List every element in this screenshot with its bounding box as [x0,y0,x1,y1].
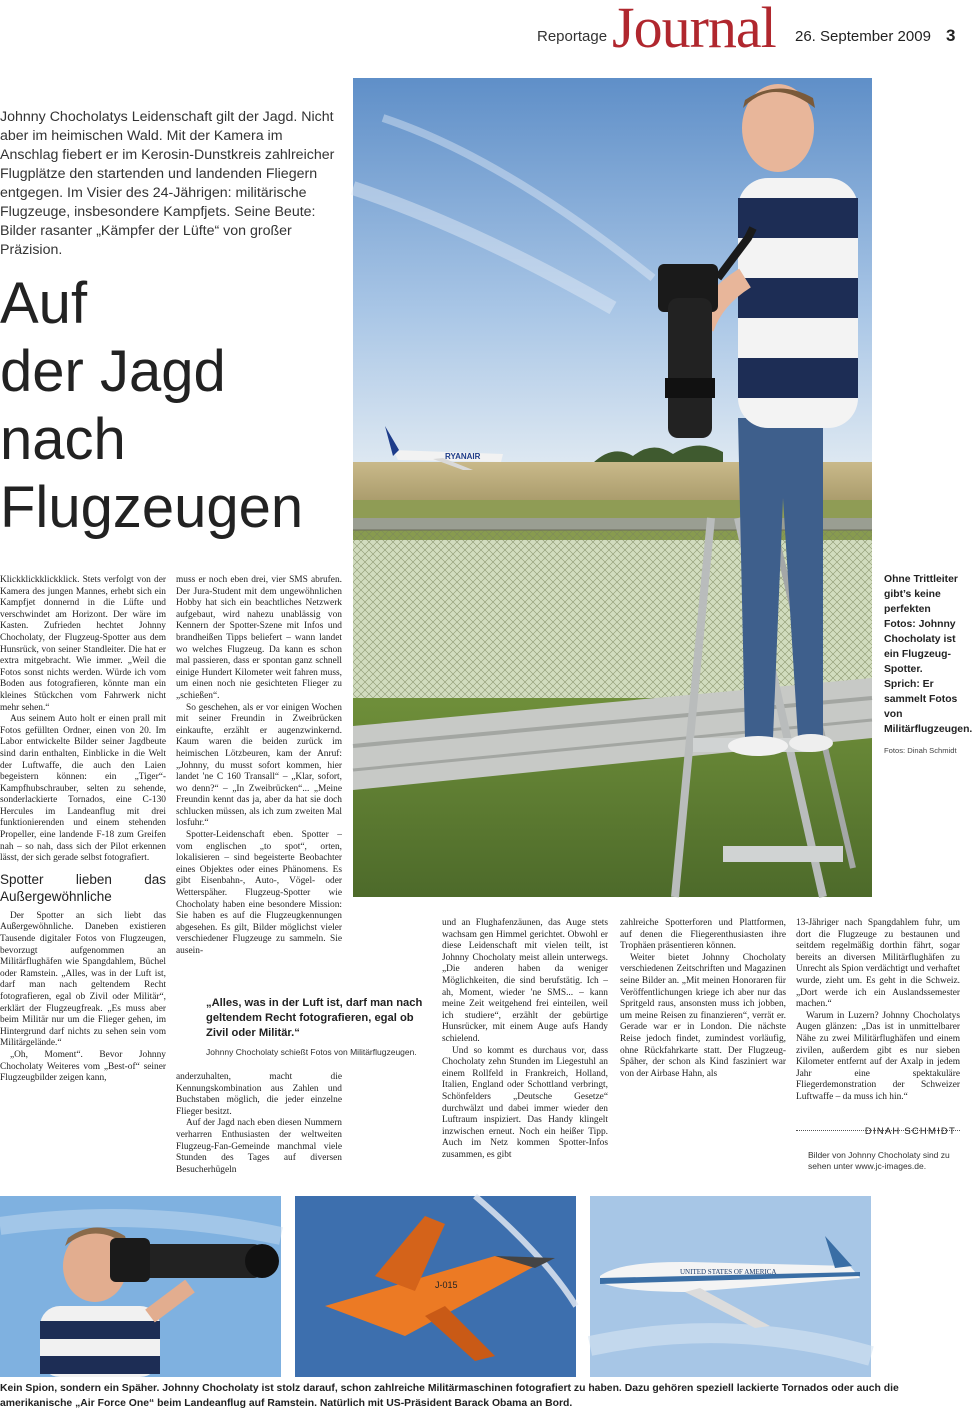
article-column-4 [620,918,786,1178]
paragraph: muss er noch eben drei, vier SMS abrufen. Der Jura-Student mit dem ungewöhnlichen Hobby hat sich ein beachtliches Netzwerk aufgebaut, wird nahezu unablässig von Kennern der Spotter-Szene mit Infos und brandheißen Tipps beliefert – wann landet wo welches Flugzeug. Da kann es schon mal passieren, dass er spontan ganz schnell einige Hundert Kilometer weit fahren muss, um einen noch nie gesichteten Flieger zu „schießen“. [176,575,342,701]
photo-credit: Fotos: Dinah Schmidt [884,746,957,755]
paragraph: Spotter-Leidenschaft eben. Spotter – vom englischen „to spot“, orten, lokalisieren – sind begeisterte Beobachter eines Objektes oder eines Phänomens. Es gibt Eisenbahn-, Auto-, Vögel- oder Wetterspäher. Flugzeug-Spotter wie Chocholaty haben eine besondere Mission: Sie haben es auf die Flugzeugkennungen abgesehen. Es gilt, Bilder möglichst vieler verschiedener Flugzeuge zu sammeln. Sie ausein- [176,830,342,956]
pull-quote-text: „Alles, was in der Luft ist, darf man nach geltendem Recht fotografieren, egal ob Zivil oder Militär.“ [206,997,423,1039]
image-website-note: Bilder von Johnny Chocholaty sind zu sehen unter www.jc-images.de. [808,1150,950,1171]
paragraph: anderzuhalten, macht die Kennungskombination aus Zahlen und Buchstaben möglich, die jeder einzelne Flieger besitzt. [176,1072,342,1117]
article-teaser: Johnny Chocholatys Leidenschaft gilt der Jagd. Nicht aber im heimischen Wald. Mit der Kamera im Anschlag fiebert er im Kerosin-Dunstkreis zahlreicher Flugplätze den startenden und landenden Fliegern entgegen. Im Visier des 24-Jährigen: militärische Flugzeuge, insbesondere Kampfjets. Seine Beute: Bilder rasanter „Kämpfer der Lüfte“ von großer Präzision. [0,109,335,258]
paragraph: Der Spotter an sich liebt das Außergewöhnliche. Daneben existieren Tausende digitaler Fotos von Flugzeugen, bevorzugt aufgenommen an Militärflughäfen wie Spangdahlem, Büchel oder Ramstein. „Alles, was in der Luft ist, darf man nach geltendem Recht fotografieren, egal ob Zivil oder Militär“, erklärt der Flugzeugfreak. „Es muss aber beim Militär nur um die Flieger gehen, im Hintergrund darf nichts zu sehen sein vom Militärgelände.“ [0,910,166,1049]
headline-line: Flugzeugen [0,475,304,540]
issue-date: 26. September 2009 [795,28,931,45]
photo-f16-jet [295,1196,576,1377]
person-torso [738,178,858,428]
plane-livery: RYANAIR [445,452,481,461]
article-column-5 [796,918,960,1128]
pull-quote-source: Johnny Chocholaty schießt Fotos von Militärflugzeugen. [206,1047,417,1057]
paragraph: Und so kommt es durchaus vor, dass Chocholaty zehn Stunden im Liegestuhl an einem Rollfeld in Frankreich, Holland, Italien, England oder Schottland verbringt, Schönfelders „Deutsche Gesetze“ durchwälzt und dabei immer wieder den Luftraum inspiziert. Das Handy klingelt inzwischen erneut. Noch ein heißer Tipp. Auch im Netz kommen Spotter-Infos zusammen, es gibt [442,1045,608,1160]
page-number: 3 [946,26,956,45]
article-headline [0,270,350,542]
jet-marking: J-015 [435,1280,458,1290]
main-photo [353,78,872,897]
headline-line: der Jagd [0,339,226,404]
pull-quote [206,996,438,1057]
paragraph: und an Flughafenzäunen, das Auge stets wachsam gen Himmel gerichtet. Obwohl er diese Leidenschaft mit vielen teilt, ist Johnny Chocholaty meist allein unterwegs. „Die anderen haben da weniger Möglichkeiten, die sind berufstätig. Ich – ah, Moment, wieder 'ne SMS... – kann meine Zeit weitgehend frei einteilen, weil ich studiere“, erzählt der gebürtige Hunsrücker, mit einem Auge aufs Handy schielend. [442,918,608,1044]
headline-line: nach [0,407,126,472]
photo-air-force-one [590,1196,871,1377]
paragraph: Warum in Luzern? Johnny Chocholatys Augen glänzen: „Das ist in unmittelbarer Nähe zu zwei Militärflughäfen und einem zivilen, außerdem gibt es nur sieben Kilometer entfernt auf der Axalp in jedem Jahr eine spektakuläre Fliegerdemonstration der Schweizer Luftwaffe – da muss ich hin.“ [796,1010,960,1102]
journal-logo: Journal [612,0,776,60]
section-label: Reportage [537,28,608,45]
paragraph: Auf der Jagd nach eben diesen Nummern verharren Enthusiasten der weltweiten Flugzeug-Fan-Gemeinde manchmal viele Stunden des Tages auf diversen Besucherhügeln [176,1118,342,1175]
paragraph: Aus seinem Auto holt er einen prall mit Fotos gefüllten Ordner, einen von 20. Im Labor entwickelte Bilder seiner Jagdbeute sind darin enthalten, Einblicke in die Welt der Luftwaffe, die auch den Laien begeistern können: ein „Tiger“-Kampfhubschrauber, selten zu sehende, sonderlackierte Tornados, eine C-130 Hercules im Landeanflug mit drei funktionierenden und einem stehenden Propeller, eine landende F-18 zum Greifen nah – so nah, dass sich der Pilot erkennen lässt, der sich gerade selbst fotografiert. [0,714,166,864]
article-column-3 [442,918,608,1178]
bottom-photos-caption: Kein Spion, sondern ein Späher. Johnny Chocholaty ist stolz darauf, schon zahlreiche Militärmaschinen fotografiert zu haben. Dazu gehören speziell lackierte Tornados oder auch die amerikanische „Air Force One“ beim Landeanflug auf Ramstein. Natürlich mit US-Präsident Barack Obama an Bord. [0,1383,899,1409]
headline-line: Auf [0,271,88,336]
main-photo-caption: Ohne Trittleiter gibt’s keine perfekten Fotos: Johnny Chocholaty ist ein Flugzeug-Spotter. Sprich: Er sammelt Fotos von Militärflugzeugen. [884,574,972,735]
author-name: DINAH SCHMIDT [864,1126,956,1137]
article-column-2 [176,575,342,975]
paragraph: So geschehen, als er vor einigen Wochen mit seiner Freundin in Zweibrücken einkaufte, erzählt er augenzwinkernd. Kaum waren die beiden zurück im heimischen Lötzbeuren, kam der Anruf: „Johnny, du musst sofort kommen, hier landet 'ne C 160 Transall“ – „Klar, sofort, wo denn?“ – „In Zweibrücken“... „Meine Freundin kennt das ja, aber da hat sie doch schlucken müssen, als ich zum zweiten Mal losfuhr.“ [176,702,342,829]
paragraph: zahlreiche Spotterforen und Plattformen, auf denen die Fliegerenthusiasten ihre Trophäen präsentieren können. [620,918,786,952]
photo-photographer [0,1196,281,1377]
paragraph: Weiter bietet Johnny Chocholaty verschiedenen Zeitschriften und Magazinen seine Bilder an. „Mit meinen Honoraren für Veröffentlichungen kriege ich aber nur das Spritgeld raus, ansonsten muss ich jobben, um meine Reisen zu finanzieren“, verrät er. Gerade war er in London. Die nächste Reise jedoch findet, zumindest vorläufig, ohne Rückfahrkarte statt. Der Flugzeug-Späher, der schon als Kind fasziniert war von der Airbase Hahn, als [620,952,786,1079]
paragraph: 13-Jähriger nach Spangdahlem fuhr, um dort die Flugzeuge zu bestaunen und seitdem regelmäßig dorthin fährt, sogar bereits an diversen Militärflughäfen zu Unrecht als Spion verdächtigt und verhaftet wurde, zieht um. Es geht in die Schweiz. „Dort werde ich ein Auslandssemester machen.“ [796,918,960,1010]
aircraft-lettering: UNITED STATES OF AMERICA [680,1268,777,1276]
article-column-1 [0,575,166,1135]
article-subhead: Spotter lieben das Außergewöhnliche [0,871,166,904]
article-column-2-continued [176,1072,342,1182]
paragraph: Klickklickklickklick. Stets verfolgt von der Kamera des jungen Mannes, erhebt sich ein Kampfjet donnernd in die Lüfte und verschwindet am Horizont. Der wäre im Kasten. Zufrieden hechtet Johnny Chocholaty, der Flugzeug-Spotter aus dem Hunsrück, von seiner Standleiter. Die hat er extra mitgebracht. Wie immer. „Weil die Fotos sonst nichts werden. Würde ich vom Boden aus fotografieren, könnte man ein kleines Stückchen vom Fahrwerk nicht mehr sehen.“ [0,575,166,713]
paragraph: „Oh, Moment“. Bevor Johnny Chocholaty Weiteres vom „Best-of“ seiner Flugzeugbilder zeigen kann, [0,1049,166,1084]
masthead [0,0,960,62]
